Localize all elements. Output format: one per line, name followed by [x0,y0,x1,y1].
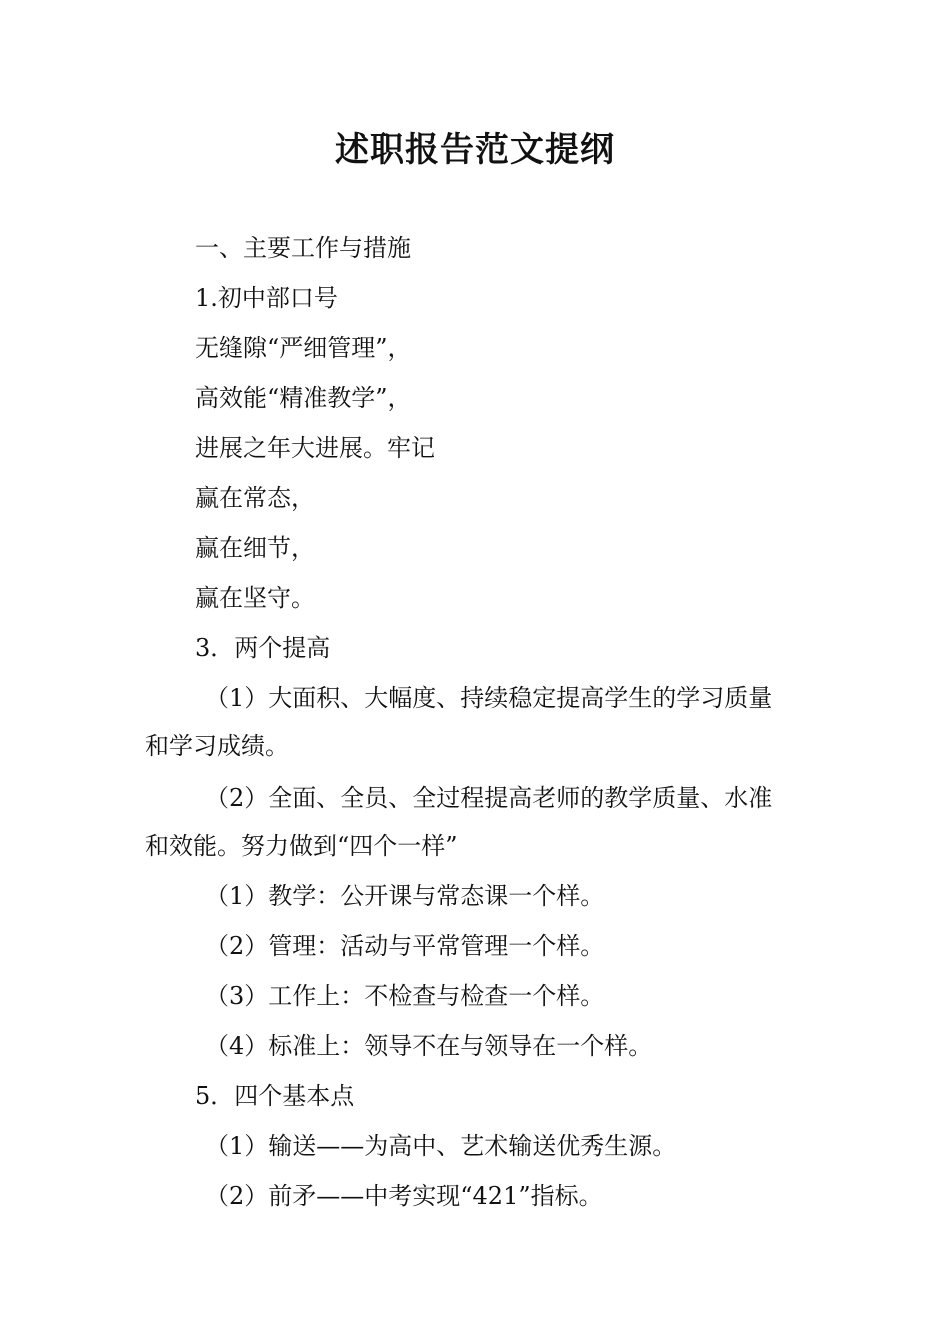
list-item: （3）工作上：不检查与检查一个样。 [205,982,605,1010]
paragraph-line: （2）全面、全员、全过程提高老师的教学质量、水准 [205,784,773,812]
paragraph-line: 和学习成绩。 [145,732,289,760]
slogan-line: 赢在常态， [195,484,315,512]
subheading-two-improvements: 3．两个提高 [195,634,331,662]
list-item: （4）标准上：领导不在与领导在一个样。 [205,1032,653,1060]
list-item: （1）输送——为高中、艺术输送优秀生源。 [205,1132,677,1160]
section-heading-main-work: 一、主要工作与措施 [195,234,411,262]
paragraph-line: （1）大面积、大幅度、持续稳定提高学生的学习质量 [205,684,773,712]
list-item: （1）教学：公开课与常态课一个样。 [205,882,605,910]
list-item: （2）前矛——中考实现“421”指标。 [205,1182,603,1210]
document-title: 述职报告范文提纲 [335,130,615,170]
slogan-line: 赢在坚守。 [195,584,315,612]
paragraph-line: 和效能。努力做到“四个一样” [145,832,458,860]
list-item: （2）管理：活动与平常管理一个样。 [205,932,605,960]
slogan-line: 无缝隙“严细管理”， [195,334,412,362]
subheading-four-basic-points: 5．四个基本点 [195,1082,355,1110]
subheading-slogan: 1.初中部口号 [195,284,338,312]
slogan-line: 赢在细节， [195,534,315,562]
slogan-line: 进展之年大进展。牢记 [195,434,435,462]
slogan-line: 高效能“精准教学”， [195,384,412,412]
